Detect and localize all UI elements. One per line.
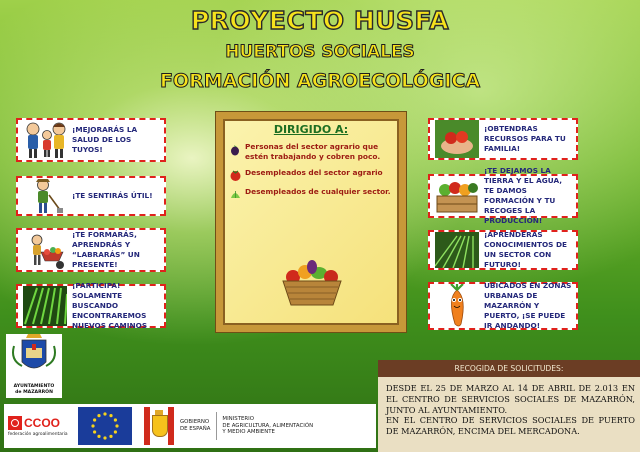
ministerio-divider <box>216 412 217 440</box>
benefit-text: ¡OBTENDRAS RECURSOS PARA TU FAMILIA! <box>484 124 566 153</box>
sponsor-logos-row <box>4 404 376 448</box>
recogida-heading: RECOGIDA DE SOLICITUDES: <box>378 360 640 377</box>
benefit-text: ¡TE DEJAMOS LA TIERRA Y EL AGUA, TE DAMOS FORMACIÓN Y TU RECOGES LA PRODUCCIÓN! <box>484 166 562 225</box>
ministerio-text: MINISTERIO DE AGRICULTURA, ALIMENTACIÓN Y MEDIO AMBIENTE <box>222 415 314 436</box>
tomato-icon <box>229 167 242 180</box>
benefit-card-tierra <box>428 166 578 225</box>
vegetable-basket-icon <box>279 259 345 311</box>
benefit-card-aprenderas <box>428 230 578 270</box>
lettuce-icon <box>229 186 242 199</box>
gardener-icon <box>22 176 68 216</box>
benefit-card-salud <box>16 118 166 162</box>
benefit-card-recursos <box>428 118 578 160</box>
greenhouse-icon <box>434 230 480 270</box>
benefit-card-ubicados <box>428 282 578 330</box>
audience-item: Personas del sector agrario que estén trabajando y cobren poco. <box>229 142 393 161</box>
benefit-text: ¡PARTICIPA! SOLAMENTE BUSCANDO ENCONTRAREMOS NUEVOS CAMINOS <box>72 281 148 330</box>
subtitle-formacion: FORMACIÓN AGROECOLÓGICA <box>159 70 481 92</box>
benefit-card-formaras <box>16 228 166 272</box>
family-icon <box>22 120 68 160</box>
subtitle-huertos: HUERTOS SOCIALES <box>225 42 415 62</box>
ccoo-logo: CCOO federación agroalimentaria <box>8 415 68 437</box>
field-rows-icon <box>22 286 68 326</box>
spain-crest-icon <box>144 407 174 445</box>
ayuntamiento-text: AYUNTAMIENTO de MAZARRÓN <box>13 384 55 395</box>
harvest-hands-icon <box>434 119 480 159</box>
benefit-card-util <box>16 176 166 216</box>
benefit-text: ¡TE SENTIRÁS ÚTIL! <box>72 191 153 201</box>
coat-of-arms-icon <box>6 334 62 380</box>
vegetable-crate-icon <box>434 176 480 216</box>
eu-flag-icon <box>78 407 132 445</box>
eggplant-icon <box>229 141 242 154</box>
application-info-box <box>378 360 640 452</box>
benefit-text: UBICADOS EN ZONAS URBANAS DE MAZARRÓN Y PUERTO, ¡SE PUEDE IR ANDANDO! <box>484 281 572 330</box>
target-audience-board <box>216 112 406 332</box>
recogida-line-mazarron: DESDE EL 25 DE MARZO AL 14 DE ABRIL DE 2.013 EN EL CENTRO DE SERVICIOS SOCIALES DE MAZARRÓN, JUNTO AL AYUNTAMIENTO. <box>386 383 635 415</box>
recogida-line-puerto: EN EL CENTRO DE SERVICIOS SOCIALES DE PUERTO DE MAZARRÓN, ENCIMA DEL MERCADONA. <box>386 415 635 437</box>
ayuntamiento-logo <box>6 334 62 398</box>
board-heading: DIRIGIDO A: <box>273 123 349 136</box>
benefit-text: ¡MEJORARÁS LA SALUD DE LOS TUYOS! <box>72 125 138 154</box>
recogida-body <box>378 377 640 437</box>
wheelbarrow-icon <box>22 230 68 270</box>
ccoo-symbol-icon <box>8 416 22 430</box>
benefit-text: ¡APRENDERAS CONOCIMIENTOS DE UN SECTOR CON FUTURO! <box>484 230 568 269</box>
carrot-character-icon <box>434 286 480 326</box>
benefit-card-participa <box>16 281 166 330</box>
project-title: PROYECTO HUSFA <box>190 6 450 35</box>
benefit-text: ¡TE FORMARÁS, APRENDRÁS Y “LABRARÁS” UN PRESENTE! <box>72 230 140 269</box>
audience-item: Desempleados del sector agrario <box>229 168 393 180</box>
gobierno-text: GOBIERNO DE ESPAÑA <box>180 419 211 432</box>
audience-item: Desempleados de cualquier sector. <box>229 187 393 199</box>
